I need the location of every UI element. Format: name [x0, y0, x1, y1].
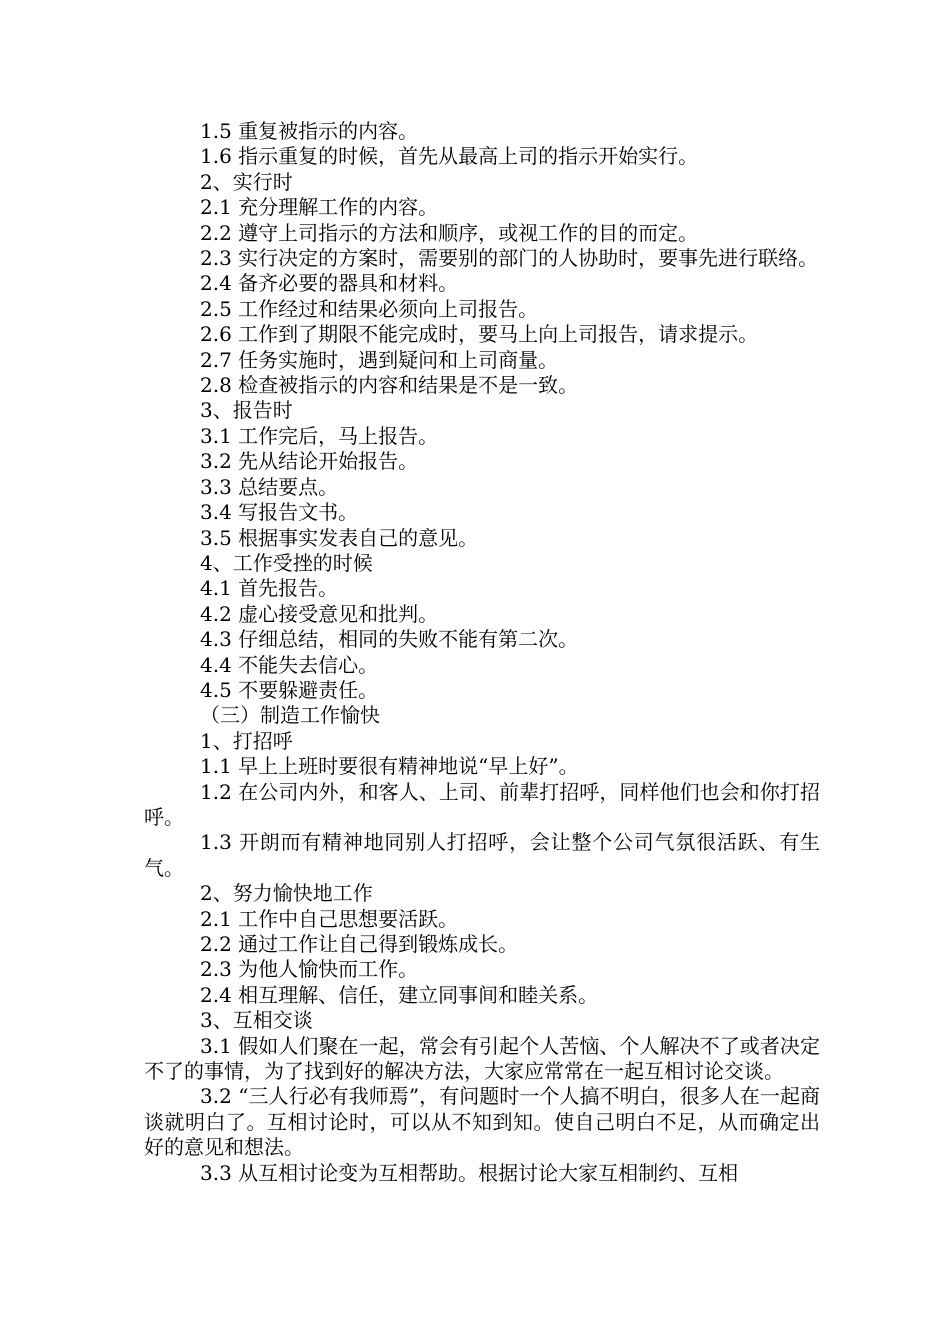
paragraph: 2.6 工作到了期限不能完成时，要马上向上司报告，请求提示。: [200, 322, 759, 347]
section-heading: 3、报告时: [200, 398, 293, 423]
paragraph: 4.2 虚心接受意见和批判。: [200, 601, 439, 626]
paragraph: 4.5 不要躲避责任。: [200, 677, 379, 702]
paragraph: 3.5 根据事实发表自己的意见。: [200, 525, 479, 550]
paragraph: 2.1 工作中自己思想要活跃。: [200, 906, 459, 931]
paragraph: 3.2 先从结论开始报告。: [200, 449, 419, 474]
paragraph: 2.3 为他人愉快而工作。: [200, 957, 419, 982]
paragraph: 1.1 早上上班时要很有精神地说“早上好”。: [200, 754, 579, 779]
paragraph: 2.7 任务实施时，遇到疑问和上司商量。: [200, 347, 559, 372]
paragraph: 1.3 开朗而有精神地同别人打招呼，会让整个公司气氛很活跃、有生气。: [144, 830, 820, 880]
section-heading: 2、努力愉快地工作: [200, 881, 373, 906]
paragraph: 3.2 “三人行必有我师焉”，有问题时一个人搞不明白，很多人在一起商谈就明白了。互相讨论时，可以从不知到知。使自己明白不足，从而确定出好的意见和想法。: [144, 1084, 820, 1160]
section-heading: 2、实行时: [200, 169, 293, 194]
section-heading: 4、工作受挫的时候: [200, 550, 373, 575]
document-body: [144, 119, 820, 1186]
paragraph: 4.1 首先报告。: [200, 576, 339, 601]
paragraph: 2.4 相互理解、信任，建立同事间和睦关系。: [200, 982, 599, 1007]
section-heading: 1、打招呼: [200, 728, 293, 753]
paragraph: 2.8 检查被指示的内容和结果是不是一致。: [200, 373, 579, 398]
paragraph: 1.2 在公司内外，和客人、上司、前辈打招呼，同样他们也会和你打招呼。: [144, 779, 820, 829]
paragraph: 1.5 重复被指示的内容。: [200, 119, 419, 143]
paragraph: 3.4 写报告文书。: [200, 500, 359, 525]
paragraph: 3.3 从互相讨论变为互相帮助。根据讨论大家互相制约、互相: [200, 1160, 739, 1185]
paragraph: 2.1 充分理解工作的内容。: [200, 195, 439, 220]
paragraph: 4.4 不能失去信心。: [200, 652, 379, 677]
paragraph: 3.3 总结要点。: [200, 474, 339, 499]
paragraph: 1.6 指示重复的时候，首先从最高上司的指示开始实行。: [200, 144, 699, 169]
chapter-heading: （三）制造工作愉快: [200, 703, 380, 728]
paragraph: 3.1 假如人们聚在一起，常会有引起个人苦恼、个人解决不了或者决定不了的事情，为了找到好的解决方法，大家应常常在一起互相讨论交谈。: [144, 1033, 820, 1084]
section-heading: 3、互相交谈: [200, 1008, 313, 1033]
paragraph: 2.5 工作经过和结果必须向上司报告。: [200, 296, 539, 321]
paragraph: 3.1 工作完后，马上报告。: [200, 423, 439, 448]
paragraph: 2.2 通过工作让自己得到锻炼成长。: [200, 932, 519, 956]
paragraph: 2.2 遵守上司指示的方法和顺序，或视工作的目的而定。: [200, 220, 699, 245]
paragraph: 2.3 实行决定的方案时，需要别的部门的人协助时，要事先进行联络。: [200, 246, 819, 271]
paragraph: 4.3 仔细总结，相同的失败不能有第二次。: [200, 627, 579, 652]
paragraph: 2.4 备齐必要的器具和材料。: [200, 271, 459, 296]
